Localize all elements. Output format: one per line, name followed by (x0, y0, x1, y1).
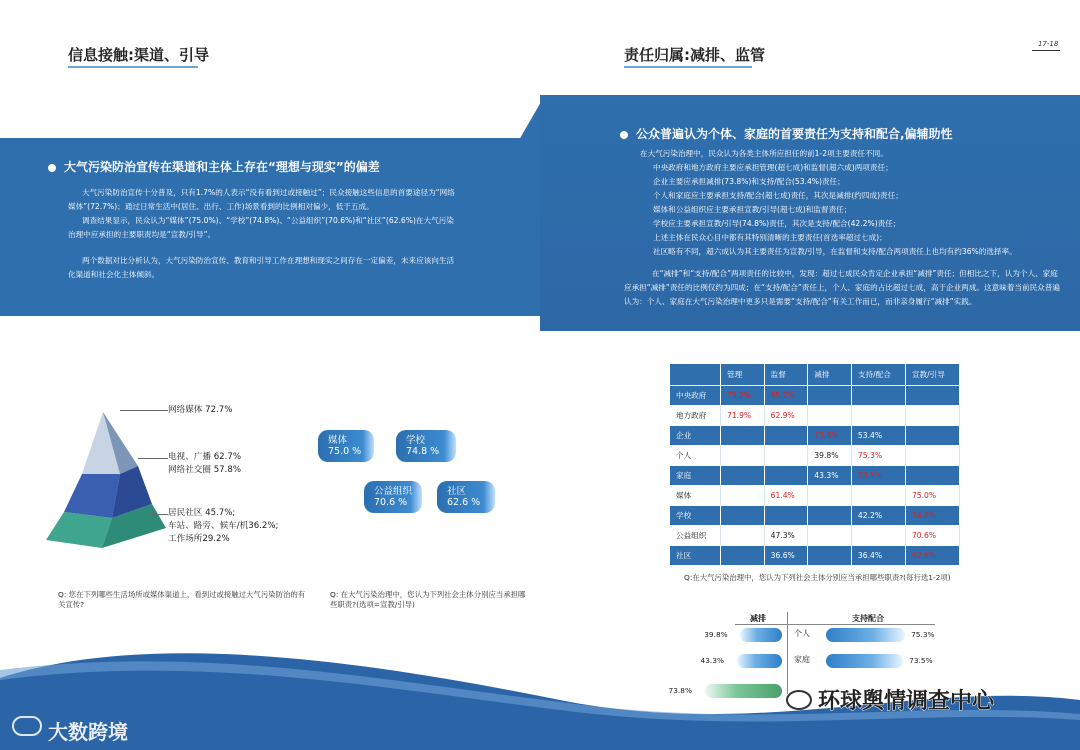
bar-reduction-value: 39.8% (704, 630, 728, 639)
table-row (670, 486, 960, 506)
pyramid-label-tier3-line3: 工作场所29.2% (168, 534, 230, 544)
pyramid-tier-3 (46, 512, 112, 548)
bar-reduction (705, 684, 782, 698)
table-cell: 36.6% (765, 546, 809, 566)
table-cell: 71.9% (721, 406, 765, 426)
page-number: 17-18 (1038, 40, 1059, 48)
table-cell (852, 486, 906, 506)
table-cell (852, 406, 906, 426)
pill-ngo-value: 70.6 % (374, 497, 408, 508)
bar-reduction (737, 654, 782, 668)
table-header-cell: 减排 (808, 364, 852, 386)
table-row-header: 个人 (670, 446, 721, 466)
pyramid-label-tier1: 网络媒体 72.7% (168, 405, 233, 415)
table-cell: 70.6% (906, 526, 960, 546)
table-cell (721, 486, 765, 506)
pyramid-label-tier2-line2: 网络社交圈 57.8% (168, 465, 242, 475)
left-band-heading (48, 158, 380, 175)
pill-media-label: 媒体 (328, 435, 348, 446)
table-cell (808, 386, 852, 406)
left-band-paragraph-1: 大气污染防治宣传十分普及，只有1.7%的人表示“没有看到过或接触过”；民众接触这些信息的首要途径为“网络媒体”(72.7%)；通过日常生活中(居住、出行、工作)场景看到的比例相对偏少，低于五成。 (68, 188, 455, 211)
table-row-header: 企业 (670, 426, 721, 446)
wechat-icon (786, 690, 812, 710)
table-cell (852, 526, 906, 546)
table-question: Q:在大气污染治理中，您认为下列社会主体分别应当承担哪些职责?(每行选1-2项) (684, 573, 951, 582)
bar-support-value: 75.3% (911, 630, 935, 639)
responsibility-table (670, 364, 960, 566)
table-cell: 61.4% (765, 486, 809, 506)
pyramid-label-tier2-line1: 电视、广播 62.7% (168, 452, 242, 462)
left-section-title: 信息接触:渠道、引导 (68, 46, 209, 64)
table-row-header: 媒体 (670, 486, 721, 506)
bullet-icon (620, 131, 628, 139)
table-cell: 47.3% (765, 526, 809, 546)
right-band-item-3: 个人和家庭应主要承担支持/配合(超七成)责任，其次是减排(约四成)责任； (653, 191, 903, 200)
table-cell (906, 446, 960, 466)
left-question-1: Q: 您在下列哪些生活场所或媒体渠道上，看到过或接触过大气污染防治的有关宣传? (58, 590, 306, 609)
pill-school-value: 74.8 % (406, 446, 440, 457)
bar-reduction-value: 43.3% (700, 656, 725, 665)
table-cell: 75.2% (721, 386, 765, 406)
table-header-cell: 宣教/引导 (906, 364, 960, 386)
pyramid-leader-line-2 (138, 458, 168, 459)
right-section-title: 责任归属:减排、监管 (624, 46, 765, 64)
table-cell: 42.2% (852, 506, 906, 526)
table-row-header: 学校 (670, 506, 721, 526)
table-row-header: 中央政府 (670, 386, 721, 406)
bullet-icon (48, 164, 56, 172)
pill-community (437, 481, 495, 513)
pill-school (396, 430, 456, 462)
table-row (670, 426, 960, 446)
pyramid-leader-line-1 (120, 410, 168, 411)
table-cell (852, 386, 906, 406)
left-band-paragraph-2: 调查结果显示，民众认为“媒体”(75.0%)、“学校”(74.8%)、“公益组织”(70.6%)和“社区”(62.6%)在大气污染治理中应承担的主要职责均是“宣教/引导”。 (68, 216, 454, 239)
table-cell (765, 466, 809, 486)
table-cell (906, 426, 960, 446)
table-row-header: 社区 (670, 546, 721, 566)
table-row (670, 506, 960, 526)
bar-support-value: 73.5% (909, 656, 933, 665)
right-band-heading (620, 125, 953, 142)
pyramid-label-tier3-line1: 居民社区 45.7%; (168, 508, 236, 518)
table-cell: 65.2% (765, 386, 809, 406)
pill-ngo (364, 481, 422, 513)
right-title-underline (624, 66, 752, 68)
left-blue-band (0, 138, 540, 316)
table-cell: 53.4% (852, 426, 906, 446)
bar-category-label: 家庭 (794, 655, 810, 664)
pyramid-leader-line-3 (150, 514, 168, 515)
table-cell: 75.3% (852, 446, 906, 466)
pill-school-label: 学校 (406, 435, 426, 446)
table-header-cell: 支持/配合 (852, 364, 906, 386)
right-band-item-4: 媒体和公益组织应主要承担宣教/引导(超七成)和监督责任； (653, 205, 852, 214)
right-band-item-1: 中央政府和地方政府主要应承担管理(超七成)和监督(超六成)两项责任； (653, 163, 893, 172)
page-number-underline (1032, 50, 1060, 51)
table-cell (808, 486, 852, 506)
table-row (670, 526, 960, 546)
right-band-item-7: 社区略有不同，超六成认为其主要责任为宣教/引导，在监督和支持/配合两项责任上也均有约36%的选择率。 (653, 247, 1017, 256)
bar-support (826, 628, 905, 642)
right-band-item-6: 上述主体在民众心目中都有其特别清晰的主要责任(首选率超过七成)； (653, 233, 887, 242)
table-cell (721, 466, 765, 486)
table-cell (906, 466, 960, 486)
right-band-item-5: 学校应主要承担宣教/引导(74.8%)责任，其次是支持/配合(42.2%)责任； (653, 219, 901, 228)
pyramid-tier-2 (64, 474, 120, 518)
logo-icon (12, 716, 42, 736)
bar-reduction (740, 628, 782, 642)
table-header-cell: 管理 (721, 364, 765, 386)
table-row (670, 406, 960, 426)
bar-chart-divider-top (735, 624, 935, 625)
pill-community-label: 社区 (447, 486, 467, 497)
table-row (670, 386, 960, 406)
table-cell: 74.8% (906, 506, 960, 526)
table-cell (721, 546, 765, 566)
table-cell: 62.6% (906, 546, 960, 566)
table-cell (906, 386, 960, 406)
table-cell: 43.3% (808, 466, 852, 486)
watermark-left: 大数跨境 (48, 720, 128, 744)
pill-ngo-label: 公益组织 (374, 486, 413, 497)
right-band-paragraph-2: 在“减排”和“支持/配合”两项责任的比较中，发现：超过七成民众肯定企业承担“减排”责任；但相比之下，认为个人、家庭应承担“减排”责任的比例仅约为四成；在“支持/配合”责任上，个人、家庭的占比超过七成，高于企业两成。这意味着当前民众普遍认为：个人、家庭在大气污染治理中更多只是需要“支持/配合”有关工作而已，而非亲身履行“减排”实践。 (624, 269, 1060, 306)
table-row-header: 家庭 (670, 466, 721, 486)
table-cell (765, 506, 809, 526)
table-cell (906, 406, 960, 426)
table-cell: 39.8% (808, 446, 852, 466)
left-band-heading-text: 大气污染防治宣传在渠道和主体上存在“理想与现实”的偏差 (64, 160, 380, 174)
left-title-underline (68, 66, 198, 68)
bar-category-label: 个人 (794, 629, 810, 638)
table-cell (721, 426, 765, 446)
table-cell: 62.9% (765, 406, 809, 426)
table-cell (808, 546, 852, 566)
table-header-cell: 监督 (765, 364, 809, 386)
pill-community-value: 62.6 % (447, 497, 481, 508)
table-cell (721, 526, 765, 546)
table-cell (721, 506, 765, 526)
table-cell: 36.4% (852, 546, 906, 566)
table-cell (808, 506, 852, 526)
bar-series-label-support: 支持配合 (852, 614, 884, 623)
table-header-cell (670, 364, 721, 386)
table-cell (765, 446, 809, 466)
table-cell: 73.8% (808, 426, 852, 446)
table-cell: 73.5% (852, 466, 906, 486)
bar-support (826, 654, 903, 668)
bar-reduction-value: 73.8% (668, 686, 692, 695)
left-question-2: Q: 在大气污染治理中，您认为下列社会主体分别应当承担哪些职责?(选项=宣教/引导) (330, 590, 526, 609)
pyramid-graphic (40, 408, 170, 548)
table-row (670, 446, 960, 466)
pyramid-label-tier3-line2: 车站、路旁、候车/机36.2%; (168, 521, 279, 531)
right-band-intro: 在大气污染治理中，民众认为各类主体所应担任的前1-2项主要责任不同。 (640, 149, 888, 158)
bar-series-label-reduction: 减排 (750, 614, 766, 623)
left-band-paragraph-3: 两个数据对比分析认为，大气污染防治宣传、教育和引导工作在理想和现实之间存在一定偏差，未来应该向生活化渠道和社会化主体倾斜。 (68, 256, 455, 279)
watermark-right: 环球舆情调查中心 (818, 689, 995, 714)
right-band-heading-text: 公众普遍认为个体、家庭的首要责任为支持和配合,偏辅助性 (636, 127, 953, 141)
right-band-wedge (470, 95, 545, 316)
table-cell (765, 426, 809, 446)
table-row-header: 地方政府 (670, 406, 721, 426)
table-row (670, 546, 960, 566)
right-band-item-2: 企业主要应承担减排(73.8%)和支持/配合(53.4%)责任； (653, 177, 845, 186)
table-row-header: 公益组织 (670, 526, 721, 546)
pill-media-value: 75.0 % (328, 446, 362, 457)
table-cell (808, 526, 852, 546)
pill-media (318, 430, 374, 462)
table-row (670, 466, 960, 486)
table-cell (808, 406, 852, 426)
table-header-row (670, 364, 960, 386)
table-cell (721, 446, 765, 466)
right-blue-band (540, 95, 1080, 331)
table-cell: 75.0% (906, 486, 960, 506)
